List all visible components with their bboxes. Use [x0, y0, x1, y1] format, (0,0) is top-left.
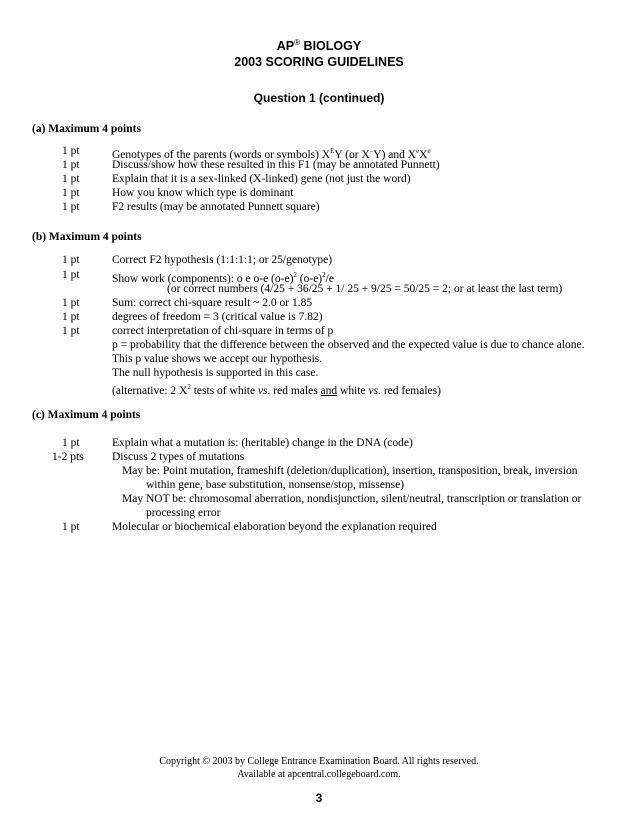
- points: 1 pt: [62, 145, 80, 157]
- criterion-text: within gene, base substitution, nonsense/stop, missense): [146, 479, 405, 491]
- criterion-text: (alternative: 2 $X^2$ tests of white vs. red males and white vs. red females): [112, 383, 441, 397]
- points: 1 pt: [62, 437, 80, 449]
- section-b-item: [0, 324, 638, 338]
- section-c-continuation: [0, 492, 638, 506]
- points: 1 pt: [62, 269, 80, 281]
- section-b-item: [0, 296, 638, 310]
- header-biology: BIOLOGY: [303, 39, 362, 54]
- criterion-text: Explain what a mutation is: (heritable) change in the DNA (code): [112, 437, 413, 449]
- criterion-text: The null hypothesis is supported in this case.: [112, 367, 319, 379]
- criterion-text: Discuss/show how these resulted in this F1 (may be annotated Punnett): [112, 159, 440, 171]
- page-number: 3: [315, 791, 323, 805]
- section-b-continuation: [0, 282, 638, 296]
- criterion-text: processing error: [146, 507, 221, 519]
- criterion-text: May be: Point mutation, frameshift (deletion/duplication), insertion, transposition, break, inversion: [122, 465, 578, 477]
- section-b-heading: (b) Maximum 4 points: [32, 231, 142, 243]
- points: 1 pt: [62, 159, 80, 171]
- points: 1 pt: [62, 311, 80, 323]
- criterion-text: p = probability that the difference between the observed and the expected value is due to chance alone.: [112, 339, 585, 351]
- copyright-notice: Copyright © 2003 by College Entrance Examination Board. All rights reserved.: [159, 756, 479, 767]
- section-a-item: [0, 158, 638, 172]
- section-b-continuation: [0, 352, 638, 366]
- criterion-text: Discuss 2 types of mutations: [112, 451, 245, 463]
- criterion-text: How you know which type is dominant: [112, 187, 294, 199]
- criterion-text: degrees of freedom = 3 (critical value is 7.82): [112, 311, 323, 323]
- section-a-item: [0, 186, 638, 200]
- section-a-item: [0, 200, 638, 214]
- points: 1 pt: [62, 325, 80, 337]
- criterion-text: Explain that it is a sex-linked (X-linked) gene (not just the word): [112, 173, 411, 185]
- points: 1 pt: [62, 173, 80, 185]
- section-a-item: [0, 172, 638, 186]
- section-b-continuation: [0, 380, 638, 397]
- section-b-item: [0, 253, 638, 267]
- criterion-text: Genotypes of the parents (words or symbols) $X^EY$ (or X–Y) and XeXe: [112, 147, 431, 161]
- section-a-item: [0, 144, 638, 161]
- registered-mark: ®: [294, 38, 301, 47]
- points: 1 pt: [62, 521, 80, 533]
- question-label: Question 1 (continued): [253, 91, 385, 105]
- header-title: [0, 38, 638, 53]
- criterion-text: May NOT be: chromosomal aberration, nondisjunction, silent/neutral, transcription or translation or: [122, 493, 582, 505]
- section-c-continuation: [0, 478, 638, 492]
- points: 1 pt: [62, 187, 80, 199]
- criterion-text: Sum: correct chi-square result ~ 2.0 or 1.85: [112, 297, 313, 309]
- section-b-continuation: [0, 366, 638, 380]
- section-a-heading: (a) Maximum 4 points: [32, 123, 141, 135]
- section-c-continuation: [0, 464, 638, 478]
- section-b-item: [0, 268, 638, 285]
- header-subtitle: 2003 SCORING GUIDELINES: [234, 55, 404, 69]
- points: 1 pt: [62, 201, 80, 213]
- availability-notice: Available at apcentral.collegeboard.com.: [237, 769, 401, 780]
- criterion-text: Show work (components): o e o-e $(o-e)^2$ $(o-e)^2/e$: [112, 271, 334, 285]
- criterion-text: Molecular or biochemical elaboration beyond the explanation required: [112, 521, 437, 533]
- section-b-continuation: [0, 338, 638, 352]
- points: 1 pt: [62, 254, 80, 266]
- criterion-text: (or correct numbers (4/25 + 36/25 + 1/ 25 + 9/25 = 50/25 = 2; or at least the last term): [167, 283, 563, 295]
- criterion-text: correct interpretation of chi-square in terms of p: [112, 325, 334, 337]
- criterion-text: F2 results (may be annotated Punnett square): [112, 201, 320, 213]
- section-c-heading: (c) Maximum 4 points: [32, 409, 141, 421]
- header-ap: AP: [276, 39, 295, 54]
- section-b-item: [0, 310, 638, 324]
- section-c-item: [0, 520, 638, 534]
- section-c-continuation: [0, 506, 638, 520]
- section-c-item: [0, 450, 638, 464]
- section-c-item: [0, 436, 638, 450]
- points: 1 pt: [62, 297, 80, 309]
- criterion-text: This p value shows we accept our hypothesis.: [112, 353, 323, 365]
- criterion-text: Correct F2 hypothesis (1:1:1:1; or 25/genotype): [112, 254, 333, 266]
- points: 1-2 pts: [52, 451, 84, 463]
